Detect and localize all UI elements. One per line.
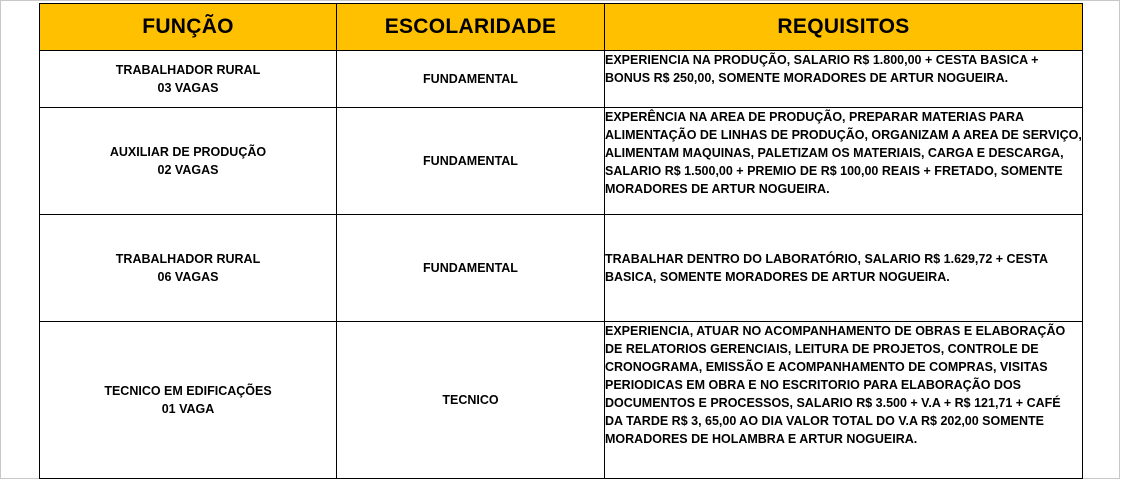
vagas-count: 03 VAGAS [157,81,219,95]
table-row [40,51,1083,108]
funcao-cell [40,215,337,322]
funcao-cell [40,322,337,479]
header-escolaridade: ESCOLARIDADE [337,4,605,51]
escolaridade-cell: FUNDAMENTAL [337,51,605,108]
funcao-title: TRABALHADOR RURAL [115,252,261,266]
funcao-title: TRABALHADOR RURAL [115,63,261,77]
escolaridade-cell: TECNICO [337,322,605,479]
vagas-count: 01 VAGA [161,402,215,416]
requisitos-cell: TRABALHAR DENTRO DO LABORATÓRIO, SALARIO R$ 1.629,72 + CESTA BASICA, SOMENTE MORADORES DE ARTUR NOGUEIRA. [605,215,1083,322]
header-requisitos: REQUISITOS [605,4,1083,51]
table-row [40,322,1083,479]
escolaridade-cell: FUNDAMENTAL [337,108,605,215]
funcao-title: TECNICO EM EDIFICAÇÕES [104,384,272,398]
requisitos-cell: EXPERÊNCIA NA AREA DE PRODUÇÃO, PREPARAR MATERIAS PARA ALIMENTAÇÃO DE LINHAS DE PRODUÇÃO, ORGANIZAM A AREA DE SERVIÇO, ALIMENTAM MAQUINAS, PALETIZAM OS MATERIAIS, CARGA E DESCARGA, SALARIO R$ 1.500,00 + PREMIO DE R$ 100,00 REAIS + FRETADO, SOMENTE MORADORES DE ARTUR NOGUEIRA. [605,108,1083,215]
vagas-count: 06 VAGAS [157,270,219,284]
funcao-cell [40,51,337,108]
table-row [40,108,1083,215]
header-row [40,4,1083,51]
requisitos-cell: EXPERIENCIA, ATUAR NO ACOMPANHAMENTO DE OBRAS E ELABORAÇÃO DE RELATORIOS GERENCIAIS, LEITURA DE PROJETOS, CONTROLE DE CRONOGRAMA, EMISSÃO E ACOMPANHAMENTO DE COMPRAS, VISITAS PERIODICAS EM OBRA E NO ESCRITORIO PARA ELABORAÇÃO DOS DOCUMENTOS E PROCESSOS, SALARIO R$ 3.500 + V.A + R$ 121,71 + CAFÉ DA TARDE R$ 3, 65,00 AO DIA VALOR TOTAL DO V.A R$ 202,00 SOMENTE MORADORES DE HOLAMBRA E ARTUR NOGUEIRA. [605,322,1083,479]
funcao-cell [40,108,337,215]
funcao-title: AUXILIAR DE PRODUÇÃO [109,145,267,159]
header-funcao: FUNÇÃO [40,4,337,51]
job-openings-table [39,3,1083,479]
vagas-count: 02 VAGAS [157,163,219,177]
requisitos-cell: EXPERIENCIA NA PRODUÇÃO, SALARIO R$ 1.800,00 + CESTA BASICA + BONUS R$ 250,00, SOMENTE MORADORES DE ARTUR NOGUEIRA. [605,51,1083,108]
table-row [40,215,1083,322]
escolaridade-cell: FUNDAMENTAL [337,215,605,322]
